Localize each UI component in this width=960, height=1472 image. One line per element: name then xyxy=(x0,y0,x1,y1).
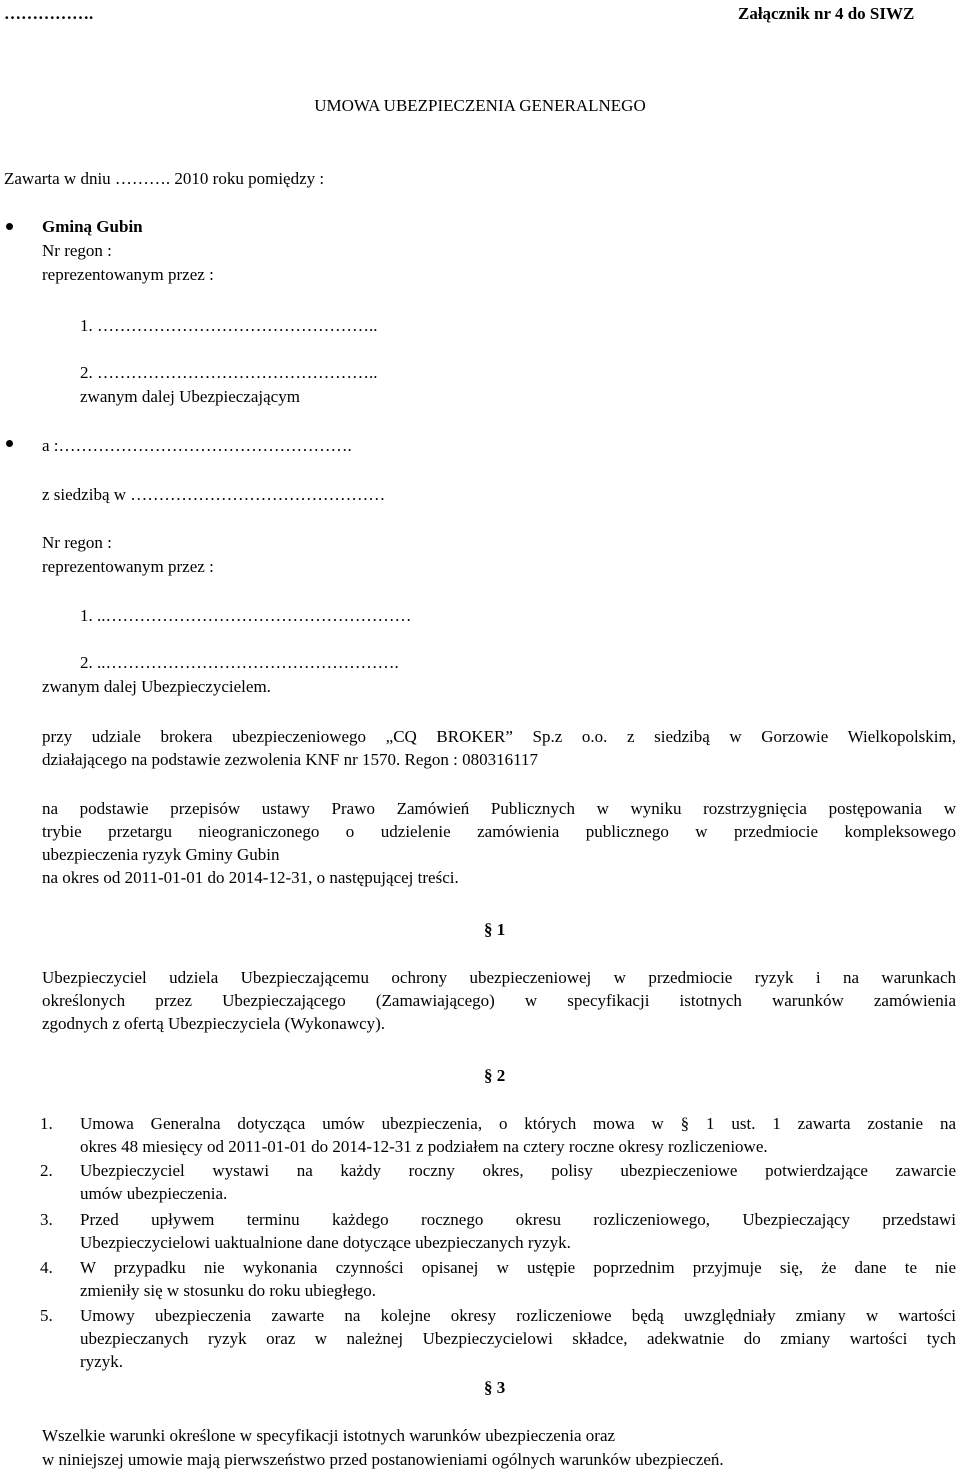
basis-line: ubezpieczenia ryzyk Gminy Gubin xyxy=(42,845,280,864)
list-item xyxy=(80,1208,956,1254)
list-item-line: Umowa Generalna dotycząca umów ubezpieczenia, o których mowa w § 1 ust. 1 zawarta zostanie na xyxy=(80,1114,956,1133)
header-dots: ……………. xyxy=(4,4,94,23)
section-mark: § 1 xyxy=(484,920,506,939)
section1-paragraph xyxy=(42,966,956,1035)
list-item-line: ubezpieczanych ryzyk oraz w należnej Ubezpieczycielowi składce, adekwatnie do zmiany wartości tych xyxy=(80,1329,956,1348)
list-item-line: Umowy ubezpieczenia zawarte na kolejne okresy rozliczeniowe będą uwzględniały zmiany w wartości xyxy=(80,1306,956,1325)
list-number: 5. xyxy=(40,1306,53,1325)
list-item xyxy=(80,1304,956,1373)
party1-regon: Nr regon : xyxy=(42,241,112,260)
party2-regon: Nr regon : xyxy=(42,533,112,552)
basis-line: trybie przetargu nieograniczonego o udzielenie zamówienia publicznego w przedmiocie kompleksowego xyxy=(42,822,956,841)
attachment-label: Załącznik nr 4 do SIWZ xyxy=(738,4,915,23)
party2-called: zwanym dalej Ubezpieczycielem. xyxy=(42,677,271,696)
party1-rep2: 2. ………………………………………….. xyxy=(80,363,378,382)
section3-line: w niniejszej umowie mają pierwszeństwo przed postanowieniami ogólnych warunków ubezpieczeń. xyxy=(42,1450,724,1469)
party1-called: zwanym dalej Ubezpieczającym xyxy=(80,387,300,406)
basis-line: na okres od 2011-01-01 do 2014-12-31, o następującej treści. xyxy=(42,868,459,887)
list-item-line: ryzyk. xyxy=(80,1352,123,1371)
list-number: 2. xyxy=(40,1161,53,1180)
bullet-icon xyxy=(6,223,13,230)
party2-seat: z siedzibą w ……………………………………… xyxy=(42,485,386,504)
section-mark: § 2 xyxy=(484,1066,506,1085)
broker-paragraph xyxy=(42,725,956,771)
bullet-icon xyxy=(6,440,13,447)
concluded-line: Zawarta w dniu ………. 2010 roku pomiędzy : xyxy=(4,169,325,188)
section1-line: zgodnych z ofertą Ubezpieczyciela (Wykonawcy). xyxy=(42,1014,386,1033)
document-title: UMOWA UBEZPIECZENIA GENERALNEGO xyxy=(314,96,646,115)
broker-line: przy udziale brokera ubezpieczeniowego „CQ BROKER” Sp.z o.o. z siedzibą w Gorzowie Wielkopolskim, xyxy=(42,727,956,746)
list-item-line: Ubezpieczyciel wystawi na każdy roczny okres, polisy ubezpieczeniowe potwierdzające zawarcie xyxy=(80,1161,956,1180)
section1-line: określonych przez Ubezpieczającego (Zamawiającego) w specyfikacji istotnych warunków zamówienia xyxy=(42,991,956,1010)
list-item-line: Ubezpieczycielowi uaktualnione dane dotyczące ubezpieczanych ryzyk. xyxy=(80,1233,571,1252)
section-mark: § 3 xyxy=(484,1378,506,1397)
list-item xyxy=(80,1159,956,1205)
party2-represented: reprezentowanym przez : xyxy=(42,557,214,576)
basis-line: na podstawie przepisów ustawy Prawo Zamówień Publicznych w wyniku rozstrzygnięcia postępowania w xyxy=(42,799,956,818)
list-number: 3. xyxy=(40,1210,53,1229)
list-item-line: okres 48 miesięcy od 2011-01-01 do 2014-12-31 z podziałem na cztery roczne okresy rozliczeniowe. xyxy=(80,1137,768,1156)
party1-name: Gminą Gubin xyxy=(42,217,143,236)
list-item xyxy=(80,1112,956,1158)
list-item-line: umów ubezpieczenia. xyxy=(80,1184,228,1203)
list-number: 1. xyxy=(40,1114,53,1133)
section3-line: Wszelkie warunki określone w specyfikacji istotnych warunków ubezpieczenia oraz xyxy=(42,1426,616,1445)
party2-rep2: 2. ..……………………………………………. xyxy=(80,653,399,672)
basis-paragraph xyxy=(42,797,956,889)
party1-rep1: 1. ………………………………………….. xyxy=(80,316,378,335)
list-item-line: Przed upływem terminu każdego rocznego okresu rozliczeniowego, Ubezpieczający przedstawi xyxy=(80,1210,956,1229)
broker-line: działającego na podstawie zezwolenia KNF nr 1570. Regon : 080316117 xyxy=(42,750,539,769)
list-item-line: zmieniły się w stosunku do roku ubiegłego. xyxy=(80,1281,377,1300)
list-item-line: W przypadku nie wykonania czynności opisanej w ustępie poprzednim przyjmuje się, że dane te nie xyxy=(80,1258,956,1277)
section1-line: Ubezpieczyciel udziela Ubezpieczającemu ochrony ubezpieczeniowej w przedmiocie ryzyk i na warunkach xyxy=(42,968,956,987)
list-number: 4. xyxy=(40,1258,53,1277)
list-item xyxy=(80,1256,956,1302)
party2-rep1: 1. ..……………………………………………… xyxy=(80,606,412,625)
party2-a: a :……………………………………………. xyxy=(42,436,352,455)
party1-represented: reprezentowanym przez : xyxy=(42,265,214,284)
